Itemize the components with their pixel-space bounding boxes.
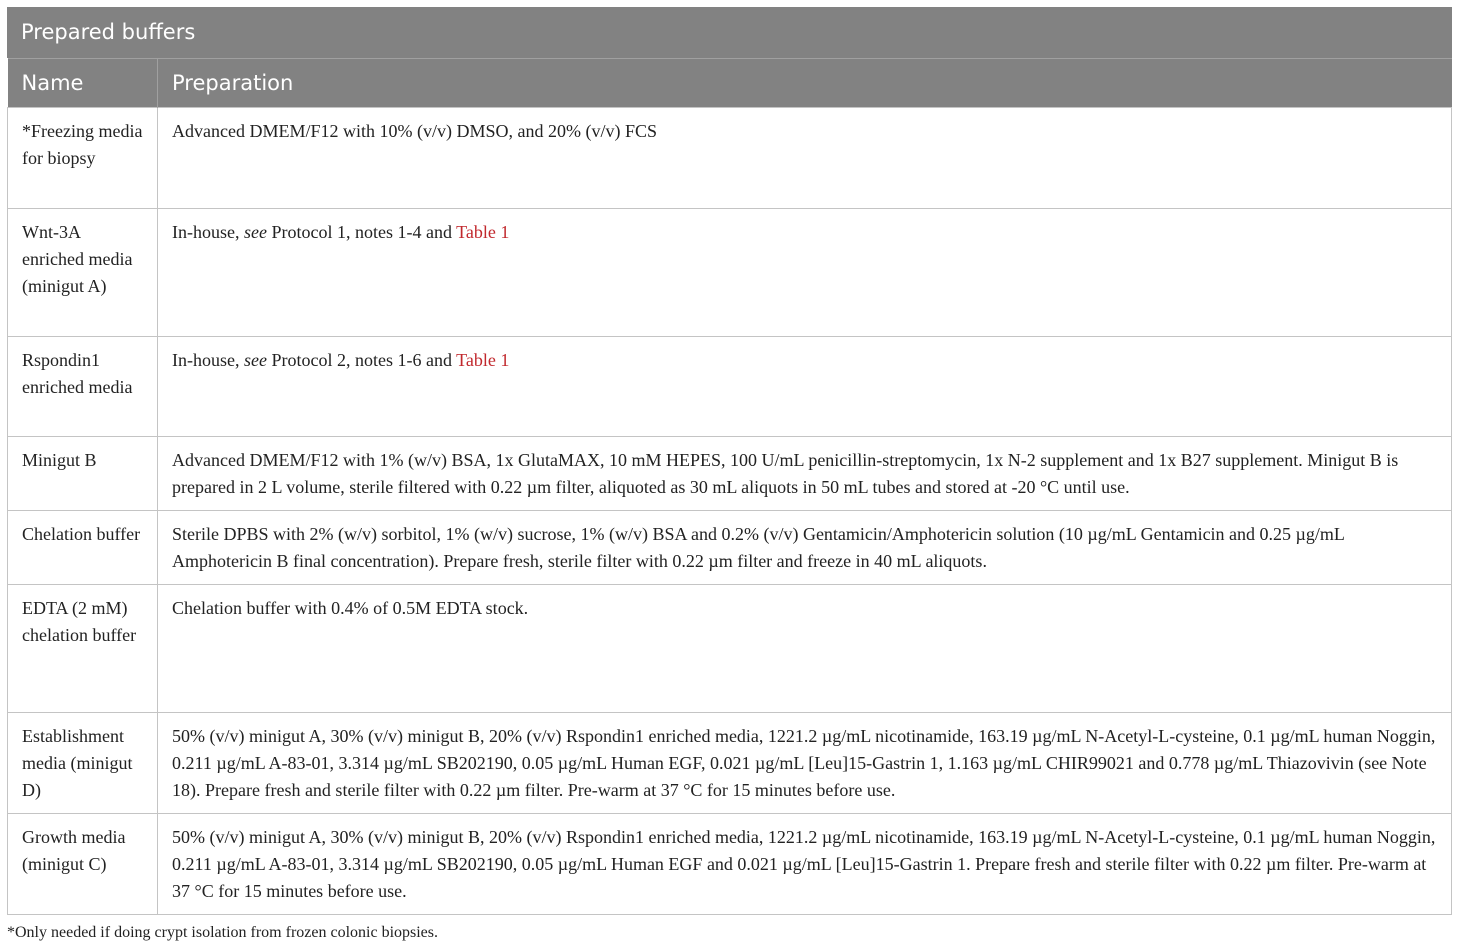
row-preparation: Advanced DMEM/F12 with 1% (w/v) BSA, 1x GlutaMAX, 10 mM HEPES, 100 U/mL penicillin-streptomycin, 1x N-2 supplement and 1x B27 supplement. Minigut B is prepared in 2 L volume, sterile filtered with 0.22 µm filter, aliquoted as 30 mL aliquots in 50 mL tubes and stored at -20 °C until use. [158,437,1452,511]
header-row [8,59,1452,108]
table-row [8,108,1452,209]
prep-italic-text: see [243,222,267,242]
table-footnote: *Only needed if doing crypt isolation from frozen colonic biopsies. [7,924,439,941]
column-header-preparation: Preparation [158,59,1452,108]
prep-text: Protocol 1, notes 1-4 and [266,222,457,242]
table-1-link[interactable]: Table 1 [456,350,510,370]
row-preparation [158,337,1452,437]
table-row [8,511,1452,585]
prep-italic-text: see [243,350,267,370]
table-row [8,585,1452,713]
table-1-link[interactable]: Table 1 [456,222,510,242]
row-name: Rspondin1 enriched media [8,337,158,437]
row-preparation: Chelation buffer with 0.4% of 0.5M EDTA stock. [158,585,1452,713]
row-preparation: Sterile DPBS with 2% (w/v) sorbitol, 1% (w/v) sucrose, 1% (w/v) BSA and 0.2% (v/v) Gentamicin/Amphotericin solution (10 µg/mL Gentamicin and 0.25 µg/mL Amphotericin B final concentration). Prepare fresh, sterile filter with 0.22 µm filter and freeze in 40 mL aliquots. [158,511,1452,585]
prep-text: Protocol 2, notes 1-6 and [266,350,457,370]
row-name: Growth media (minigut C) [8,814,158,915]
table-row [8,814,1452,915]
table-row [8,209,1452,337]
prep-text: In-house, [172,222,244,242]
row-preparation: 50% (v/v) minigut A, 30% (v/v) minigut B, 20% (v/v) Rspondin1 enriched media, 1221.2 µg/mL nicotinamide, 163.19 µg/mL N-Acetyl-L-cysteine, 0.1 µg/mL human Noggin, 0.211 µg/mL A-83-01, 3.314 µg/mL SB202190, 0.05 µg/mL Human EGF and 0.021 µg/mL [Leu]15-Gastrin 1. Prepare fresh and sterile filter with 0.22 µm filter. Pre-warm at 37 °C for 15 minutes before use. [158,814,1452,915]
row-name: EDTA (2 mM) chelation buffer [8,585,158,713]
buffers-table [7,58,1452,915]
row-preparation: Advanced DMEM/F12 with 10% (v/v) DMSO, and 20% (v/v) FCS [158,108,1452,209]
row-name: Establishment media (minigut D) [8,713,158,814]
row-preparation: 50% (v/v) minigut A, 30% (v/v) minigut B, 20% (v/v) Rspondin1 enriched media, 1221.2 µg/mL nicotinamide, 163.19 µg/mL N-Acetyl-L-cysteine, 0.1 µg/mL human Noggin, 0.211 µg/mL A-83-01, 3.314 µg/mL SB202190, 0.05 µg/mL Human EGF, 0.021 µg/mL [Leu]15-Gastrin 1, 1.163 µg/mL CHIR99021 and 0.778 µg/mL Thiazovivin (see Note 18). Prepare fresh and sterile filter with 0.22 µm filter. Pre-warm at 37 °C for 15 minutes before use. [158,713,1452,814]
table-row [8,337,1452,437]
table-row [8,437,1452,511]
row-name: Wnt-3A enriched media (minigut A) [8,209,158,337]
column-header-name: Name [8,59,158,108]
row-name: Minigut B [8,437,158,511]
buffers-table-container [7,7,1452,915]
table-row [8,713,1452,814]
row-name: *Freezing media for biopsy [8,108,158,209]
prep-text: In-house, [172,350,244,370]
table-caption: Prepared buffers [7,7,1452,58]
row-preparation [158,209,1452,337]
row-name: Chelation buffer [8,511,158,585]
